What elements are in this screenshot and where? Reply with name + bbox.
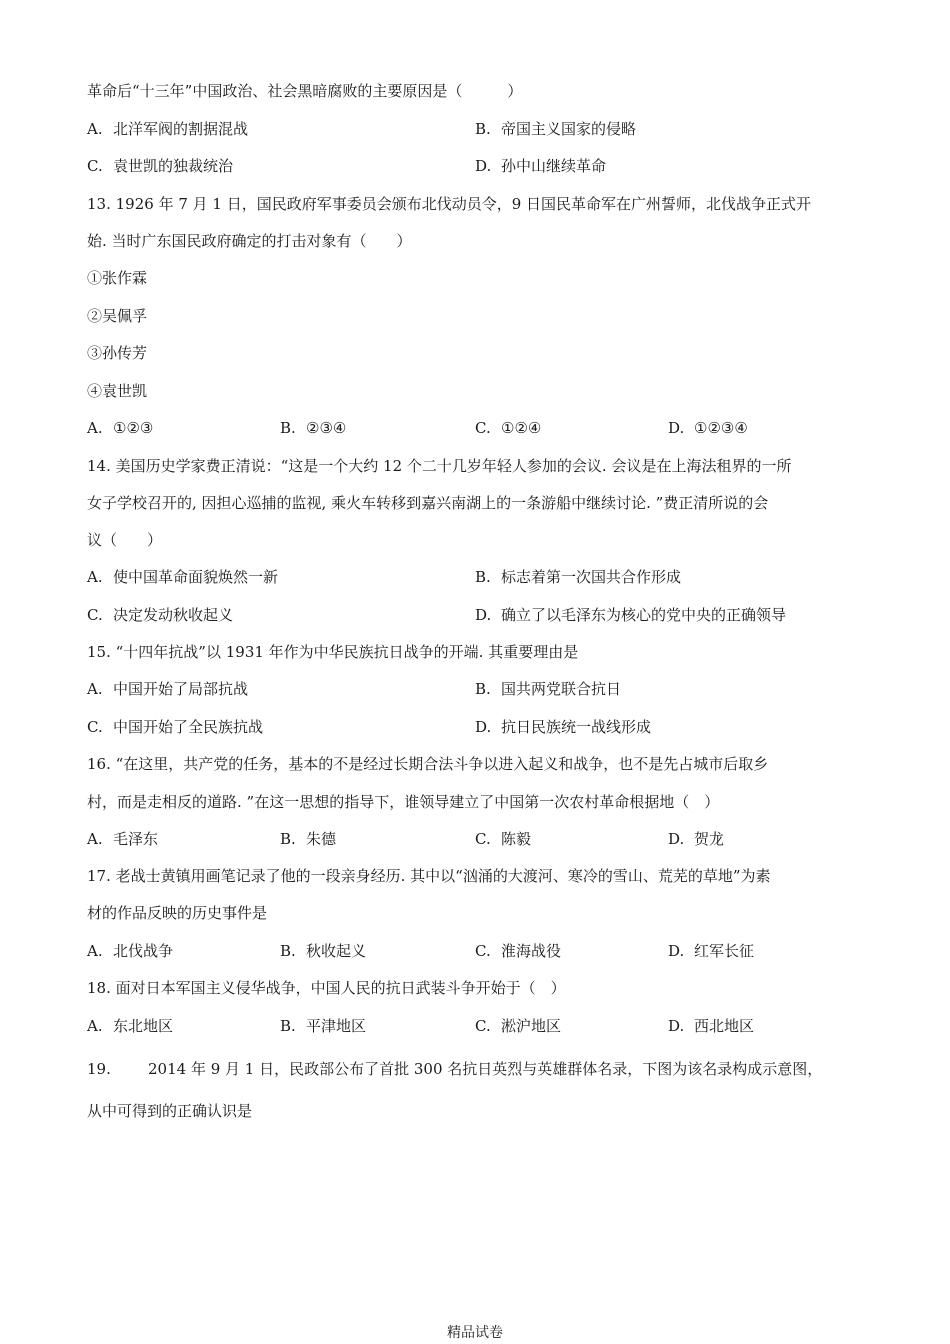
q17-option-c[interactable] [475, 941, 561, 961]
q13-option-c[interactable] [475, 418, 541, 438]
option-letter: D. [668, 942, 685, 960]
q16-option-c[interactable] [475, 829, 531, 849]
option-letter: B. [280, 830, 296, 848]
option-letter: D. [475, 606, 492, 624]
option-letter: D. [668, 830, 685, 848]
q13-option-b[interactable] [280, 418, 346, 438]
q18-option-d[interactable] [668, 1016, 754, 1036]
option-text: ①②③④ [694, 419, 748, 437]
option-letter: A. [87, 419, 103, 437]
option-letter: B. [280, 942, 296, 960]
q13-item-2: ②吴佩孚 [87, 307, 148, 325]
q14-stem-line-3: 议（ ） [87, 531, 163, 549]
option-letter: C. [475, 419, 491, 437]
q12-option-c[interactable] [87, 156, 233, 176]
q16-stem-line-2: 村，而是走相反的道路. ”在这一思想的指导下，谁领导建立了中国第一次农村革命根据地（ ） [87, 793, 720, 811]
option-text: 帝国主义国家的侵略 [501, 120, 637, 138]
option-text: 使中国革命面貌焕然一新 [113, 568, 279, 586]
q15-option-c[interactable] [87, 717, 263, 737]
q14-option-b[interactable] [475, 567, 681, 587]
option-text: 毛泽东 [113, 830, 159, 848]
q16-option-b[interactable] [280, 829, 336, 849]
question-12-stem-tail: 革命后“十三年”中国政治、社会黑暗腐败的主要原因是（ ） [87, 82, 523, 100]
option-text: 秋收起义 [306, 942, 367, 960]
option-letter: B. [475, 120, 491, 138]
option-text: ②③④ [306, 419, 347, 437]
option-text: 东北地区 [113, 1017, 174, 1035]
option-letter: B. [475, 680, 491, 698]
option-text: 国共两党联合抗日 [501, 680, 622, 698]
option-text: 朱德 [306, 830, 337, 848]
q18-option-b[interactable] [280, 1016, 366, 1036]
q13-option-a[interactable] [87, 418, 153, 438]
q14-stem-line-1: 14. 美国历史学家费正清说：“这是一个大约 12 个二十几岁年轻人参加的会议. 会议是在上海法租界的一所 [87, 457, 792, 475]
q13-option-d[interactable] [668, 418, 748, 438]
option-text: 标志着第一次国共合作形成 [501, 568, 682, 586]
option-letter: A. [87, 830, 103, 848]
q13-stem-line-1: 13. 1926 年 7 月 1 日，国民政府军事委员会颁布北伐动员令，9 日国民革命军在广州誓师，北伐战争正式开 [87, 195, 812, 213]
option-text: 平津地区 [306, 1017, 367, 1035]
q19-number: 19. [87, 1060, 111, 1078]
q12-option-a[interactable] [87, 119, 248, 139]
q18-option-c[interactable] [475, 1016, 561, 1036]
option-text: 西北地区 [694, 1017, 755, 1035]
q17-option-d[interactable] [668, 941, 754, 961]
q19-stem-line-1: 2014 年 9 月 1 日，民政部公布了首批 300 名抗日英烈与英雄群体名录，下图为该名录构成示意图， [148, 1060, 823, 1078]
option-letter: C. [87, 157, 103, 175]
option-letter: A. [87, 1017, 103, 1035]
q15-stem-line-1: 15. “十四年抗战”以 1931 年作为中华民族抗日战争的开端. 其重要理由是 [87, 643, 579, 661]
option-letter: D. [668, 1017, 685, 1035]
q16-option-a[interactable] [87, 829, 158, 849]
option-letter: A. [87, 680, 103, 698]
q14-option-a[interactable] [87, 567, 278, 587]
option-letter: D. [475, 718, 492, 736]
q17-stem-line-1: 17. 老战士黄镇用画笔记录了他的一段亲身经历. 其中以“汹涌的大渡河、寒冷的雪山、荒芜的草地”为素 [87, 867, 771, 885]
page-footer: 精品试卷 [447, 1325, 503, 1341]
q13-item-4: ④袁世凯 [87, 382, 148, 400]
q18-stem-line-1: 18. 面对日本军国主义侵华战争，中国人民的抗日武装斗争开始于（ ） [87, 979, 566, 997]
option-text: 淮海战役 [501, 942, 562, 960]
option-text: 北洋军阀的割据混战 [113, 120, 249, 138]
option-text: 贺龙 [694, 830, 725, 848]
q18-option-a[interactable] [87, 1016, 173, 1036]
option-letter: A. [87, 568, 103, 586]
option-text: 袁世凯的独裁统治 [113, 157, 234, 175]
option-text: ①②③ [113, 419, 154, 437]
q16-stem-line-1: 16. “在这里，共产党的任务，基本的不是经过长期合法斗争以进入起义和战争，也不是先占城市后取乡 [87, 755, 769, 773]
option-text: 抗日民族统一战线形成 [501, 718, 652, 736]
q15-option-a[interactable] [87, 679, 248, 699]
option-letter: C. [475, 1017, 491, 1035]
option-text: 中国开始了局部抗战 [113, 680, 249, 698]
option-letter: D. [475, 157, 492, 175]
q19-stem-line-2: 从中可得到的正确认识是 [87, 1102, 253, 1120]
q12-option-b[interactable] [475, 119, 636, 139]
option-text: 中国开始了全民族抗战 [113, 718, 264, 736]
option-text: ①②④ [501, 419, 542, 437]
option-text: 确立了以毛泽东为核心的党中央的正确领导 [501, 606, 787, 624]
q15-option-b[interactable] [475, 679, 621, 699]
q13-item-3: ③孙传芳 [87, 344, 148, 362]
option-letter: A. [87, 120, 103, 138]
q14-stem-line-2: 女子学校召开的, 因担心巡捕的监视, 乘火车转移到嘉兴南湖上的一条游船中继续讨论. ”费正清所说的会 [87, 494, 769, 512]
option-letter: C. [87, 718, 103, 736]
option-letter: D. [668, 419, 685, 437]
q17-stem-line-2: 材的作品反映的历史事件是 [87, 904, 268, 922]
option-text: 陈毅 [501, 830, 532, 848]
option-letter: B. [280, 419, 296, 437]
option-text: 淞沪地区 [501, 1017, 562, 1035]
option-letter: B. [280, 1017, 296, 1035]
option-text: 决定发动秋收起义 [113, 606, 234, 624]
q13-stem-line-2: 始. 当时广东国民政府确定的打击对象有（ ） [87, 232, 412, 250]
q14-option-c[interactable] [87, 605, 233, 625]
q15-option-d[interactable] [475, 717, 651, 737]
q14-option-d[interactable] [475, 605, 786, 625]
option-letter: C. [475, 830, 491, 848]
q12-option-d[interactable] [475, 156, 606, 176]
q16-option-d[interactable] [668, 829, 724, 849]
option-letter: A. [87, 942, 103, 960]
option-text: 孙中山继续革命 [501, 157, 607, 175]
option-text: 北伐战争 [113, 942, 174, 960]
q13-item-1: ①张作霖 [87, 269, 148, 287]
q17-option-b[interactable] [280, 941, 366, 961]
q17-option-a[interactable] [87, 941, 173, 961]
option-text: 红军长征 [694, 942, 755, 960]
option-letter: C. [87, 606, 103, 624]
option-letter: C. [475, 942, 491, 960]
option-letter: B. [475, 568, 491, 586]
